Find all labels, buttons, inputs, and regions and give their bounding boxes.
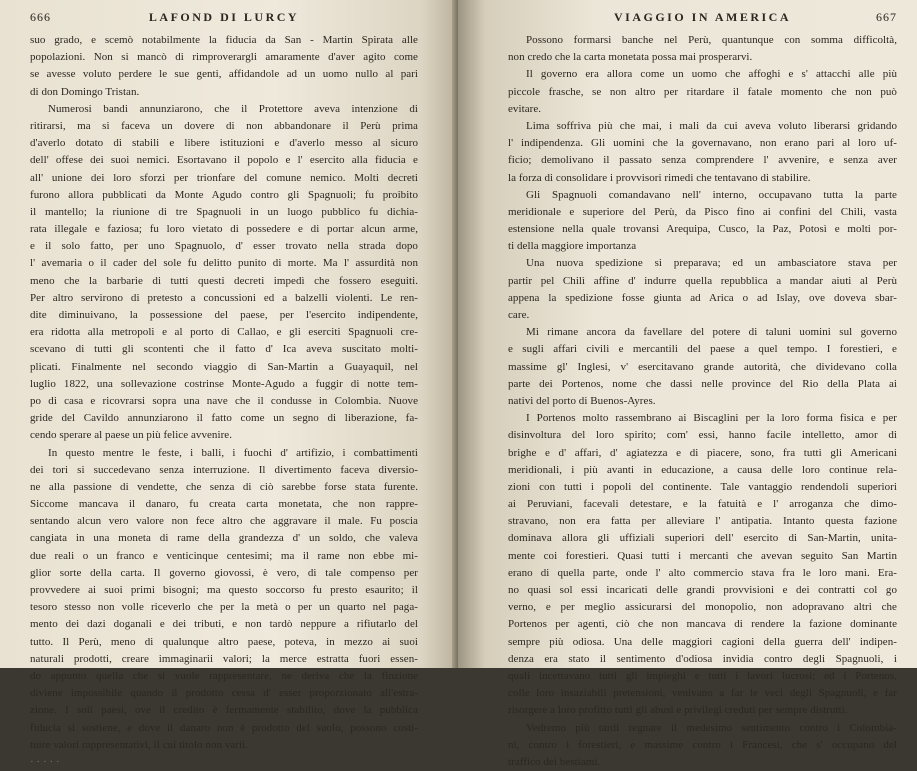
text-line: tesoro stesso non volle riceverlo che per la metà o per un quarto nel paga- [30, 601, 418, 614]
left-page-header [30, 10, 418, 32]
text-line: ritirarsi, ma si faceva un dovere di non abbandonare il Perù prima [30, 119, 418, 132]
text-line: dei tori si succedevano senza interruzione. Il divertimento faceva diversio- [30, 463, 418, 476]
text-line: era ridotta alla metropoli e al porto di Callao, e gli eserciti Spagnuoli cre- [30, 326, 418, 339]
text-line: cangiata in una moneta di rame della grandezza d' un soldo, che valeva [30, 532, 418, 545]
right-page-header [508, 10, 897, 32]
text-line: po di casa e ricovrarsi sopra una nave che il condusse in Colombia. Nuove [30, 394, 418, 407]
text-line: appena la spedizione fosse giunta ad Arica o ad Islay, ove doveva sbar- [508, 291, 897, 304]
text-line: non credo che la carta monetata possa mai prosperarvi. [508, 51, 753, 64]
text-line: e il solo fatto, per uno Spagnuolo, d' esser trovato nella strada dopo [30, 240, 418, 253]
text-line: provvedere ai suoi primi bisogni; ma questo soccorso fu presto esaurito; il [30, 584, 418, 596]
text-line: tuire valori rappresentativi, il cui titolo non varii. [30, 738, 249, 751]
text-line: nativi del porto di Buenos-Ayres. [508, 394, 656, 407]
text-line: ni, contro i forestieri, e massime contro i Francesi, che s' occupano del [508, 738, 897, 751]
text-line: verno, e per meglio assicurarsi del monopolio, non adopravano altri che [508, 601, 897, 614]
text-line: dite diminuivano, la possessione del paese, per l'esercito indipendente, [30, 309, 418, 321]
text-line: erano di quella parte, onde l' alto commercio stava fra le loro mani. Era- [508, 566, 897, 579]
left-page-text [30, 32, 418, 771]
text-line: di don Domingo Tristan. [30, 85, 140, 98]
text-line: Il governo era allora come un uomo che affoghi e s' attacchi alle più [526, 68, 897, 81]
text-line: sempre più odiosa. Una delle maggiori cagioni della guerra dell' indipen- [508, 635, 897, 648]
text-line: evitare. [508, 102, 542, 115]
text-line: Vedremo più tardi regnare il medesimo sentimento contro i Colombia- [526, 721, 897, 734]
text-line: brighe e d' affari, d' agiatezza e di piacere, sono, fra tutti gli Americani [508, 446, 897, 459]
text-line: risorgere a loro profitto tutti gli abusi e privilegi creduti per sempre distrutti. [508, 704, 848, 717]
text-line: Mi rimane ancora da favellare del potere di taluni uomini sul governo [526, 326, 897, 339]
text-line: do appunto quella che si vuole rappresentare, ne deriva che la finzione [30, 669, 418, 682]
text-line: d'averlo dotato di stabili e libere istituzioni e d'averlo messo al sicuro [30, 137, 418, 150]
text-line: l' indipendenza. Gli uomini che la governavano, non erano pari al loro uf- [508, 137, 897, 150]
text-line: ti della maggiore importanza [508, 240, 637, 253]
text-line: ai Peruviani, facevali detestare, e la fatuità e l' arroganza che dimo- [508, 498, 897, 511]
text-line: e sugli affari civili e mercantili del paese a quel tempo. I forestieri, e [508, 343, 897, 356]
text-line: disinvoltura del loro spirito; com' essi, hanno facile intelletto, amor di [508, 429, 897, 442]
text-line: Siccome mancava il danaro, fu creata carta monetata, che non rappre- [30, 498, 418, 511]
text-line: Gli Spagnuoli comandavano nell' interno, occupavano tutta la parte [526, 188, 897, 201]
text-line: Lima soffriva più che mai, i mali da cui aveva voluto liberarsi gridando [526, 119, 897, 132]
text-line: Numerosi bandi annunziarono, che il Protettore aveva intenzione di [48, 102, 418, 115]
text-line: meridionale e superiore del Perù, da Pisco fino ai confini del Chili, vasta [508, 205, 897, 218]
page-number: 666 [30, 10, 51, 24]
text-line: traffico dei bestiami. [508, 755, 601, 768]
text-line: Una nuova spedizione si preparava; ed un ambasciatore stava per [526, 257, 897, 270]
text-line: ficio; demolivano il passato senza comprendere l' avvenire, e senza aver [508, 154, 897, 167]
text-line: il mantello; la riunione di tre Spagnuoli in un luogo pubblico fu dichia- [30, 205, 418, 218]
text-line: glior sorte della carta. Il governo giovossi, è vero, di tale compenso per [30, 566, 418, 579]
text-line: partir pel Chilì affine d' indurre quella repubblica a mandar aiuti al Perù [508, 274, 897, 287]
text-line: all' unione dei loro sforzi per trionfare del comune nemico. Molti decreti [30, 171, 418, 184]
text-line: zione. I soli paesi, ove il credito è fermamente stabilito, dove la pubblica [30, 704, 418, 717]
text-line: cendo sperare al paese un più felice avvenire. [30, 429, 233, 442]
text-line: tutto. Il Perù, meno di qualunque altro paese, poteva, in mezzo ai suoi [30, 635, 418, 648]
text-line: sentando alcun vero valore non fece altro che aggravare il male. Fu poscia [30, 515, 418, 528]
text-line: scevano di tutti gli scontenti che il fatto d' Ica aveva suscitato molti- [30, 343, 418, 356]
text-line: mento dei dazi doganali e dei tributi, e non tardò neppure a rifiutarlo del [30, 618, 418, 631]
text-line: ne alla passione di vendette, che senza di ciò sarebbe forse stata furente. [30, 480, 418, 493]
left-page [0, 0, 458, 768]
text-line: popolazioni. Non si mancò di rimproverargli amaramente d'aver agito come [30, 51, 418, 64]
text-line: Per altro servirono di pretesto a concussioni ed a balzelli violenti. Le ren- [30, 291, 418, 304]
text-line: luglio 1822, una sollevazione costrinse Monte-Agudo a fuggir di notte tem- [30, 377, 418, 390]
page-number: 667 [876, 10, 897, 24]
text-line: stravano, non era fatta per alleviare l' antipatia. Intanto questa fazione [508, 515, 897, 528]
text-line: massime gl' Inglesi, v' esercitavano grande autorità, che dividevano colla [508, 360, 897, 373]
text-line: mente coi forestieri. Quasi tutti i mercanti che avevan seguito San Martin [508, 549, 897, 562]
text-line: Portenos per agenti, ciò che non mancava di rendere la fazione dominante [508, 618, 897, 631]
text-line: plicati. Finalmente nel secondo viaggio di San-Martin a Guayaquil, nel [30, 360, 418, 373]
text-line: estensione nella quale trovansi Arequipa, Cusco, la Paz, Potosì e molti por- [508, 223, 897, 236]
running-title: LAFOND DI LURCY [148, 10, 300, 24]
text-line: · · · · · [30, 755, 60, 768]
text-line: dell' offese dei suoi nemici. Esortavano il popolo e l' esercito alla fiducia e [30, 154, 418, 167]
text-line: dominava allora gli uffiziali superiori dell' esercito di San-Martin, unita- [508, 532, 897, 545]
text-line: In questo mentre le feste, i balli, i fuochi d' artifizio, i combattimenti [48, 446, 418, 459]
text-line: fiducia si sostiene, e dove il danaro non è prodotto del suolo, possono costi- [30, 721, 418, 734]
text-line: meno che la barbarie di tutti questi decreti impedì che fossero eseguiti. [30, 274, 418, 287]
text-line: l' avemaria o il cader del sole fu delitto punito di morte. Ma l' assurdità non [30, 257, 418, 270]
text-line: naturali prodotti, creare immaginarii valori; la merce estratta fuori essen- [30, 652, 418, 665]
right-page-text [508, 32, 897, 771]
text-line: suo grado, e scemò notabilmente la fiducia da San - Martin Spirata alle [30, 34, 418, 46]
running-title: VIAGGIO IN AMERICA [613, 10, 791, 24]
text-line: la forza di consolidare i provvisori rimedi che tentavano di stabilire. [508, 171, 811, 184]
text-line: piccole frasche, se non altro per ritardare il fatale momento che non può [508, 85, 897, 98]
text-line: gride del Cavildo annunziarono il fatto come un segno di liberazione, fa- [30, 412, 418, 425]
text-line: due reali o un franco e venticinque centesimi; ma il rame non ebbe mi- [30, 549, 418, 562]
text-line: denza era stato il sentimento d'odiosa invidia contro degli Spagnuoli, i [508, 652, 897, 665]
text-line: parte dei Portenos, nome che dassi nelle province del Rio della Plata ai [508, 377, 897, 390]
text-line: se avesse voluto perdere le sue genti, affidandole ad un uomo nullo al pari [30, 68, 418, 81]
text-line: Possono formarsi banche nel Perù, quantunque con somma difficoltà, [526, 34, 897, 46]
text-line: I Portenos molto rassembrano ai Biscaglini per la loro forma fisica e per [526, 412, 897, 425]
text-line: zioni con tutti i popoli del continente. Tale vantaggio rendendoli superiori [508, 480, 897, 493]
text-line: quali incettavano tutti gli impieghi e tutti i lavori lucrosi; ed i Portenos, [508, 669, 897, 682]
text-line: rata illegale e faziosa; fu loro vietato di possedere e di portar alcun arme, [30, 223, 418, 236]
text-line: furono allora pubblicati da Monte Agudo contro gli Spagnuoli; fu proibito [30, 188, 418, 201]
text-line: colle loro insaziabili pretensioni, venivano a far le veci degli Spagnuoli, e far [508, 687, 897, 700]
text-line: meridionali, i più avanti in educazione, a causa delle loro continue rela- [508, 463, 897, 476]
text-line: diviene impossibile quando il prodotto cessa d' esser proporzionato all'estra- [30, 687, 418, 700]
text-line: no quasi sol essi incaricati delle grandi provvisioni e dei contratti col go [508, 584, 897, 596]
right-page [458, 0, 917, 768]
text-line: care. [508, 309, 530, 321]
